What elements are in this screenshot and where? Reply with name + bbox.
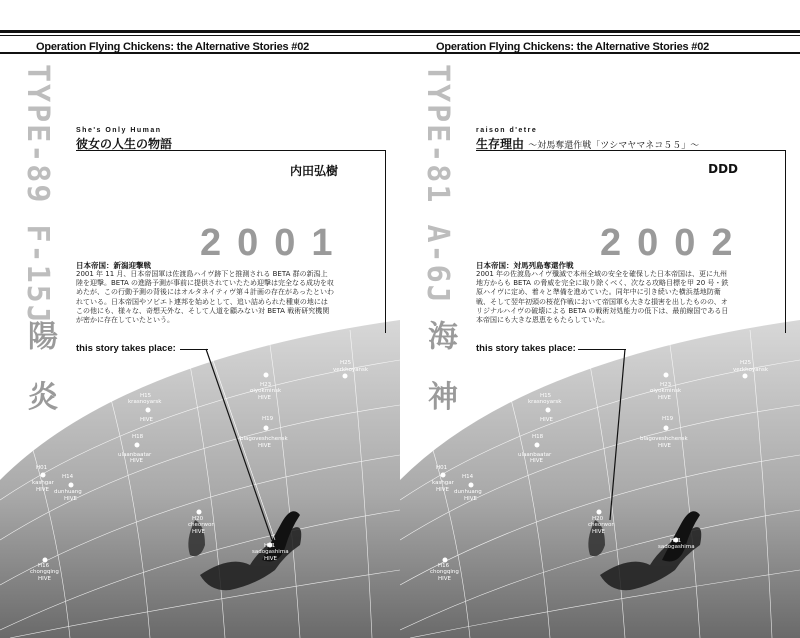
story-title-main: 彼女の人生の物語 xyxy=(76,137,173,151)
hive-label: HIVE xyxy=(438,576,451,582)
hive-label: H18 xyxy=(132,434,144,440)
vertical-kanji-title: 海 神 xyxy=(422,320,457,421)
hive-label: chongqing xyxy=(30,569,59,575)
hive-label: cheorwon xyxy=(588,522,615,528)
story-subtitle: She's Only Human xyxy=(76,127,162,134)
hive-label: H14 xyxy=(62,474,74,480)
hive-label: ulaanbaatar xyxy=(118,452,152,458)
hive-label: H25 xyxy=(340,360,352,366)
hive-label: H01 xyxy=(36,465,48,471)
hive-label: H16 xyxy=(438,563,450,569)
right-page xyxy=(400,0,800,638)
hive-label: HIVE xyxy=(140,417,153,423)
story-description: 2001 年 11 月、日本帝国軍は佐渡島ハイヴ跡下と推測される BETA 群の新潟上陸を迎撃。BETA の進路予測が事前に提供されていたため迎撃は完全なる成功を収めたが、この行動予測の背後にはオルタネイティヴ第４計画の存在があったといわれている。日本帝国やソビエト連邦を始めとして、追い詰められた種東の地にはこの他にも、様々な、奇想天外な、そして人道を顧みない対 BETA 戦術研究機関が密かに存在していたという。 xyxy=(76,270,334,325)
hive-label: H19 xyxy=(662,416,674,422)
hive-label: HIVE xyxy=(264,556,277,562)
hive-label: H15 xyxy=(540,393,552,399)
hive-label: verkhoyansk xyxy=(333,367,369,373)
hive-label: HIVE xyxy=(540,417,553,423)
hive-labels xyxy=(400,0,800,638)
hive-label: H15 xyxy=(140,393,152,399)
hive-label: H19 xyxy=(262,416,274,422)
hive-label: blagoveshchensk xyxy=(240,436,288,442)
hive-label: HIVE xyxy=(38,576,51,582)
story-title-main: 生存理由 xyxy=(476,137,525,151)
section-heading: 日本帝国：対馬列島奪還作戦 xyxy=(476,261,574,270)
hive-label: HIVE xyxy=(64,496,77,502)
hive-label: HIVE xyxy=(658,443,671,449)
hive-label: cheorwon xyxy=(188,522,215,528)
author-name: DDD xyxy=(708,162,738,176)
hive-label: H14 xyxy=(462,474,474,480)
hive-label: sadogashima xyxy=(658,544,695,550)
hive-label: HIVE xyxy=(130,458,143,464)
hive-label: H23 xyxy=(260,382,272,388)
hive-label: H18 xyxy=(532,434,544,440)
vertical-type-title: TYPE-81 A-6J xyxy=(420,64,455,305)
story-description: 2001 年の佐渡島ハイヴ殲滅で本州全域の安全を確保した日本帝国は、更に九州地方からも BETA の脅威を完全に取り除くべく、次なる攻略目標を甲 20 号・鉄原ハイヴに定め、着々と準備を進めていた。同年中に引き続いた横浜基地防衛戦、そして翌年初頭の桜花作戦において帝国軍も大きな損害を出したものの、オリジナルハイヴの破壊による BETA の戦術対処能力の低下は、最前線国である日本帝国にも大きな恩恵をもたらしていた。 xyxy=(476,270,729,325)
hive-label: chongqing xyxy=(430,569,459,575)
hive-label: krasnoyarsk xyxy=(128,399,162,405)
hive-label: HIVE xyxy=(464,496,477,502)
hive-label: H21 xyxy=(264,543,276,549)
story-subtitle: raison d'etre xyxy=(476,127,538,134)
hive-label: H25 xyxy=(740,360,752,366)
hive-label: H16 xyxy=(38,563,50,569)
series-title: Operation Flying Chickens: the Alternative Stories #02 xyxy=(36,41,310,53)
hive-label: HIVE xyxy=(436,487,449,493)
story-year: 2002 xyxy=(600,222,749,264)
hive-label: HIVE xyxy=(530,458,543,464)
hive-label: HIVE xyxy=(658,395,671,401)
story-title-sub: ～対馬奪還作戦「ツシマヤマネコ５５」～ xyxy=(528,141,700,151)
hive-label: oiyokminsk xyxy=(250,388,282,394)
hive-label: dunhuang xyxy=(54,489,82,495)
vertical-kanji-title: 陽 炎 xyxy=(22,320,57,421)
hive-label: H20 xyxy=(592,516,604,522)
hive-label: ulaanbaatar xyxy=(518,452,552,458)
author-name: 内田弘樹 xyxy=(289,164,338,178)
hive-label: verkhoyansk xyxy=(733,367,769,373)
hive-label: sadogashima xyxy=(252,549,289,555)
series-title: Operation Flying Chickens: the Alternative Stories #02 xyxy=(436,41,710,53)
hive-label: HIVE xyxy=(258,395,271,401)
hive-label: kashgar xyxy=(432,480,454,486)
hive-label: krasnoyarsk xyxy=(528,399,562,405)
hive-label: kashgar xyxy=(32,480,54,486)
hive-label: H21 xyxy=(670,538,682,544)
hive-label: dunhuang xyxy=(454,489,482,495)
story-location-label: this story takes place: xyxy=(76,343,176,354)
hive-label: HIVE xyxy=(592,529,605,535)
hive-label: blagoveshchensk xyxy=(640,436,688,442)
story-location-label: this story takes place: xyxy=(476,343,576,354)
story-year: 2001 xyxy=(200,222,349,264)
hive-label: oiyokminsk xyxy=(650,388,682,394)
hive-label: HIVE xyxy=(36,487,49,493)
section-heading: 日本帝国：新潟迎撃戦 xyxy=(76,261,151,270)
hive-label: HIVE xyxy=(258,443,271,449)
vertical-type-title: TYPE-89 F-15J xyxy=(20,64,55,325)
hive-label: H20 xyxy=(192,516,204,522)
hive-label: HIVE xyxy=(192,529,205,535)
hive-label: H01 xyxy=(436,465,448,471)
hive-label: H23 xyxy=(660,382,672,388)
